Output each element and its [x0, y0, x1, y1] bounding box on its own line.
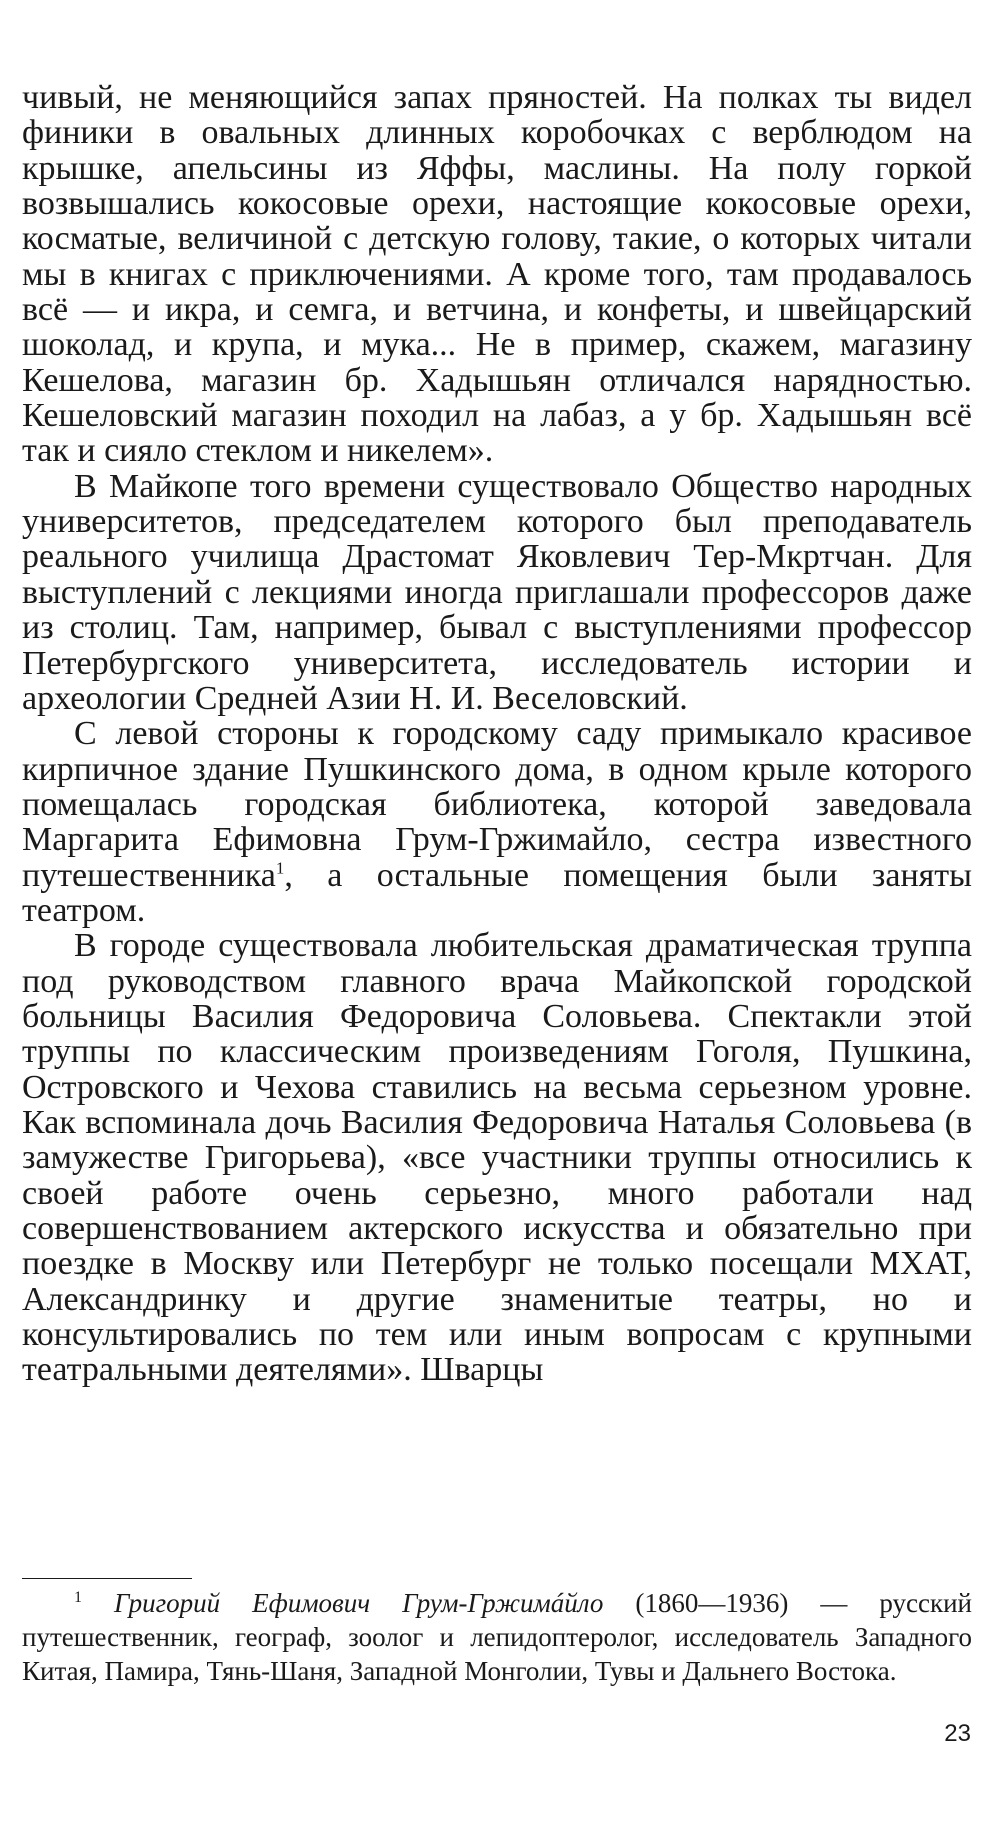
footnote-divider	[22, 1578, 192, 1579]
footnote-person-name: Григорий Ефимович Грум-Гржимáйло	[114, 1588, 604, 1618]
paragraph-1: чивый, не меняющийся запах пряностей. На полках ты видел финики в овальных длинных коробочках с верблюдом на крышке, апельсины из Яффы, маслины. На полу горкой возвышались кокосовые орехи, настоящие кокосовые орехи, косматые, величиной с детскую голову, такие, о которых читали мы в книгах с приключениями. А кроме того, там продавалось всё — и икра, и семга, и ветчина, и конфеты, и швейцарский шоколад, и крупа, и мука... Не в пример, скажем, магазину Кешелова, магазин бр. Хадышьян отличался нарядностью. Кешеловский магазин походил на лабаз, а у бр. Хадышьян всё так и сияло стеклом и никелем».	[22, 79, 972, 470]
footnote	[22, 1586, 972, 1688]
paragraph-2: В Майкопе того времени существовало Общество народных университетов, председателем которого был преподаватель реального училища Драстомат Яковлевич Тер-Мкртчан. Для выступлений с лекциями иногда приглашали профессоров даже из столиц. Там, например, бывал с выступлениями профессор Петербургского университета, исследователь истории и археологии Средней Азии Н. И. Веселовский.	[22, 467, 972, 717]
paragraph-3-text-after: , а остальные помещения были заняты театром.	[22, 856, 972, 929]
paragraph-3	[22, 716, 972, 928]
footnote-text: (1860—1936) — русский путешественник, географ, зоолог и лепидоптеролог, исследователь Западного Китая, Памира, Тянь-Шаня, Западной Монголии, Тувы и Дальнего Востока.	[22, 1588, 972, 1686]
footnote-paragraph	[22, 1586, 972, 1688]
body-text	[22, 80, 972, 1388]
footnote-reference: 1	[275, 858, 285, 878]
paragraph-4: В городе существовала любительская драматическая труппа под руководством главного врача Майкопской городской больницы Василия Федоровича Соловьева. Спектакли этой труппы по классическим произведениям Гоголя, Пушкина, Островского и Чехова ставились на весьма серьезном уровне. Как вспоминала дочь Василия Федоровича Наталья Соловьева (в замужестве Григорьева), «все участники труппы относились к своей работе очень серьезно, много работали над совершенствованием актерского искусства и обязательно при поездке в Москву или Петербург не только посещали МХАТ, Александринку и другие знаменитые театры, но и консультировались по тем или иным вопросам с крупными театральными деятелями». Шварцы	[22, 927, 972, 1389]
paragraph-3-text-before: С левой стороны к городскому саду примыкало красивое кирпичное здание Пушкинского дома, в одном крыле которого помещалась городская библиотека, которой заведовала Маргарита Ефимовна Грум-Гржимайло, сестра известного путешественника	[22, 715, 972, 894]
page-number: 23	[944, 1720, 971, 1747]
footnote-mark: 1	[74, 1589, 82, 1606]
